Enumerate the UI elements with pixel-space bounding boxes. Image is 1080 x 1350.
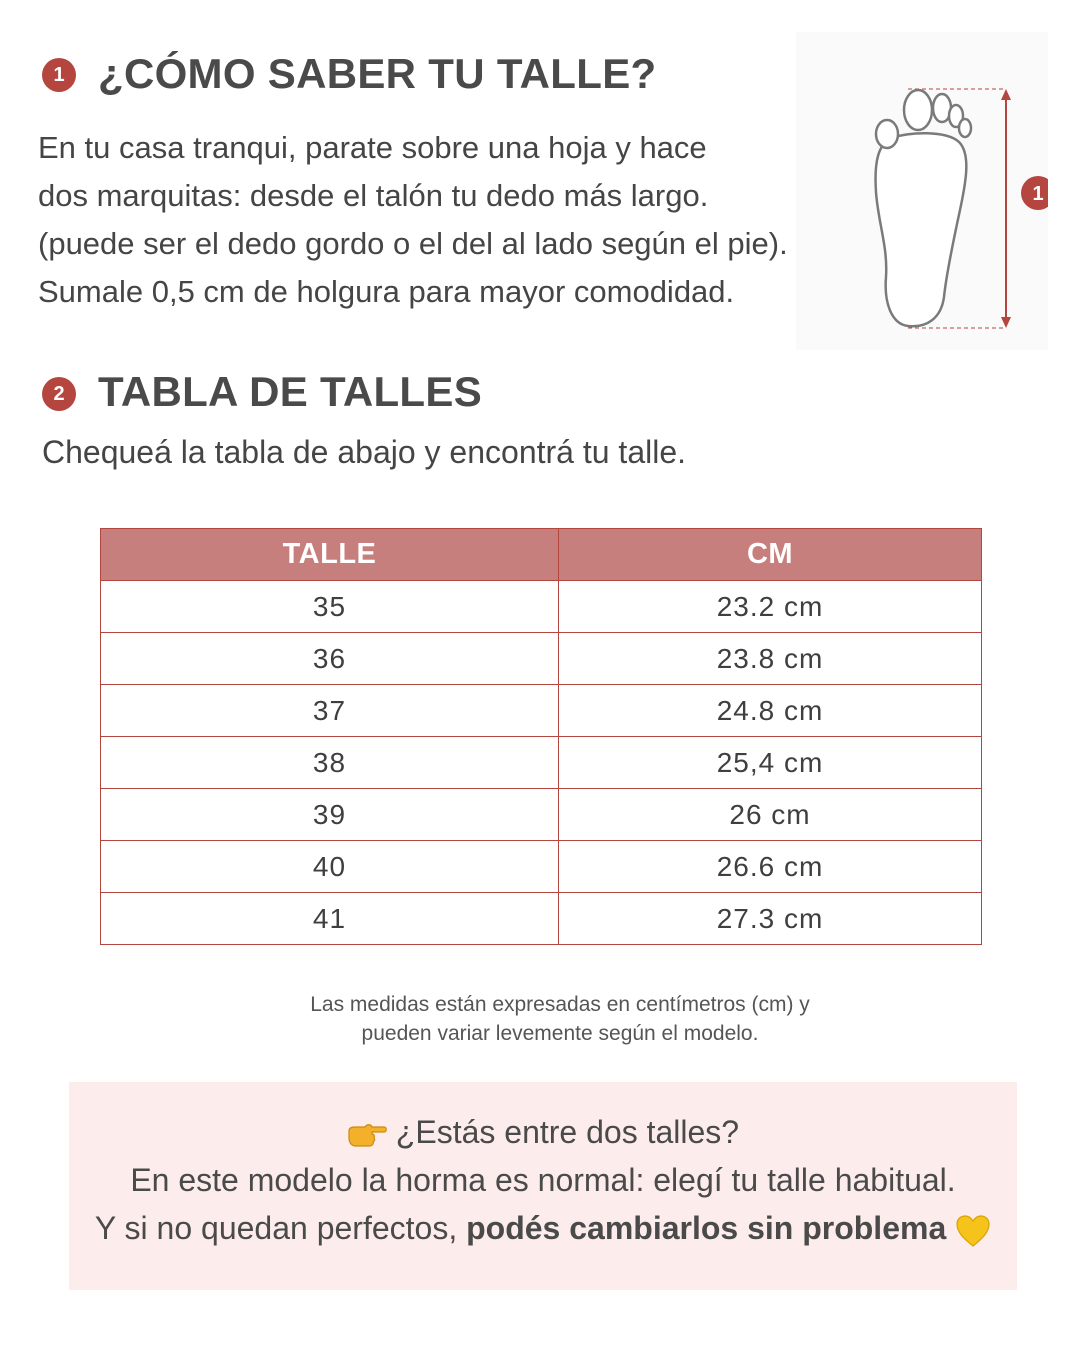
table-row — [101, 633, 982, 685]
table-row — [101, 737, 982, 789]
how-to-measure-heading: ¿CÓMO SABER TU TALLE? — [98, 50, 657, 97]
size-cell: 39 — [101, 789, 559, 841]
table-row — [101, 893, 982, 945]
size-cell: 36 — [101, 633, 559, 685]
arrow-down-icon — [1001, 317, 1011, 328]
instruction-line: (puede ser el dedo gordo o el del al lado según el pie). — [38, 226, 788, 261]
cm-cell: 23.8 cm — [559, 633, 982, 685]
big-toe — [904, 90, 932, 130]
column-header-cm: CM — [559, 529, 982, 581]
measurement-note — [160, 990, 960, 1048]
instruction-line: dos marquitas: desde el talón tu dedo más largo. — [38, 178, 709, 213]
size-cell: 40 — [101, 841, 559, 893]
cm-cell: 26 cm — [559, 789, 982, 841]
callout-regular-text: Y si no quedan perfectos, — [94, 1210, 467, 1246]
callout-line-2: En este modelo la horma es normal: elegí tu talle habitual. — [130, 1162, 956, 1198]
step-2-badge: 2 — [42, 377, 76, 411]
callout-question: ¿Estás entre dos talles? — [395, 1114, 740, 1150]
fourth-toe — [959, 119, 971, 137]
note-line: pueden variar levemente según el modelo. — [361, 1022, 759, 1045]
table-row — [101, 841, 982, 893]
cm-cell: 24.8 cm — [559, 685, 982, 737]
column-header-size: TALLE — [101, 529, 559, 581]
table-row — [101, 581, 982, 633]
fit-advice-callout — [69, 1082, 1017, 1290]
foot-outline — [876, 133, 967, 326]
callout-bold-text: podés cambiarlos sin problema — [466, 1210, 947, 1246]
step-1-badge: 1 — [42, 58, 76, 92]
size-table — [100, 528, 982, 945]
size-cell: 41 — [101, 893, 559, 945]
cm-cell: 25,4 cm — [559, 737, 982, 789]
foot-illustration — [796, 32, 1048, 350]
diagram-badge-label: 1 — [1032, 183, 1044, 205]
callout-line-1 — [69, 1108, 1017, 1156]
size-table-heading: TABLA DE TALLES — [98, 368, 483, 415]
table-row — [101, 685, 982, 737]
yellow-heart-icon — [955, 1214, 991, 1248]
size-cell: 35 — [101, 581, 559, 633]
arrow-up-icon — [1001, 89, 1011, 100]
size-cell: 37 — [101, 685, 559, 737]
cm-cell: 26.6 cm — [559, 841, 982, 893]
pointing-hand-icon — [347, 1122, 387, 1148]
cm-cell: 23.2 cm — [559, 581, 982, 633]
instruction-line: En tu casa tranqui, parate sobre una hoja y hace — [38, 130, 707, 165]
instruction-line: Sumale 0,5 cm de holgura para mayor comodidad. — [38, 274, 735, 309]
note-line: Las medidas están expresadas en centímetros (cm) y — [310, 993, 810, 1016]
size-table-subtitle: Chequeá la tabla de abajo y encontrá tu talle. — [42, 434, 687, 470]
table-header-row — [101, 529, 982, 581]
cm-cell: 27.3 cm — [559, 893, 982, 945]
callout-line-3 — [69, 1204, 1017, 1252]
size-cell: 38 — [101, 737, 559, 789]
table-row — [101, 789, 982, 841]
little-toe — [876, 120, 898, 148]
foot-diagram — [796, 32, 1048, 350]
measure-instructions — [38, 124, 838, 316]
